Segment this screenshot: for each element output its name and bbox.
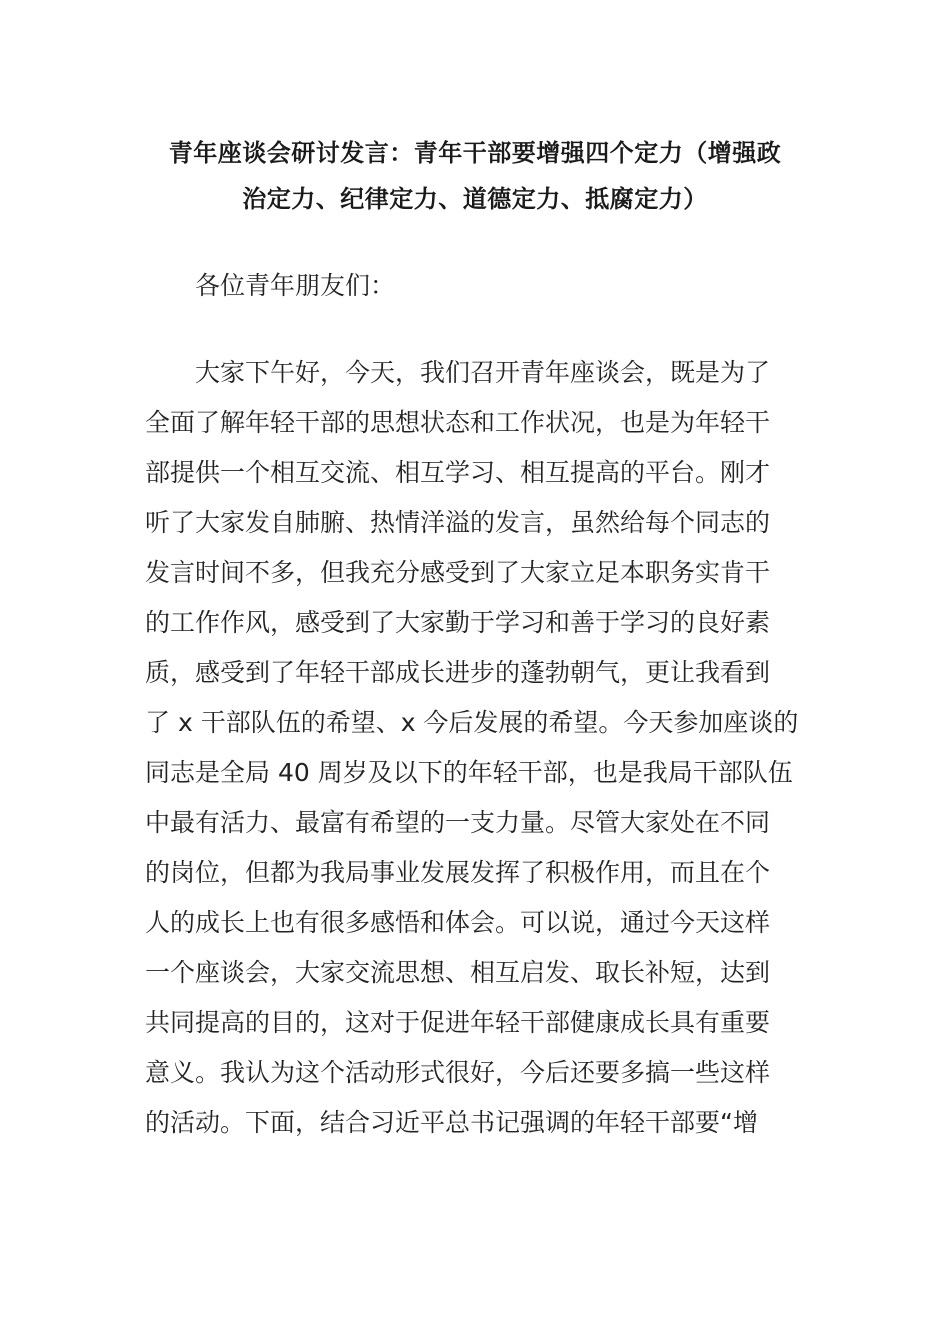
paragraph-line: 同志是全局 40 周岁及以下的年轻干部，也是我局干部队伍	[145, 758, 793, 787]
paragraph-line: 了 x 干部队伍的希望、x 今后发展的希望。今天参加座谈的	[145, 708, 799, 737]
document-title	[145, 130, 805, 222]
paragraph-line: 部提供一个相互交流、相互学习、相互提高的平台。刚才	[145, 458, 771, 487]
paragraph-line: 的活动。下面，结合习近平总书记强调的年轻干部要“增	[145, 1108, 758, 1137]
paragraph-line: 发言时间不多，但我充分感受到了大家立足本职务实肯干	[145, 558, 771, 587]
title-line: 青年座谈会研讨发言：青年干部要增强四个定力（增强政	[168, 139, 782, 167]
paragraph-line: 共同提高的目的，这对于促进年轻干部健康成长具有重要	[145, 1008, 771, 1037]
title-line: 治定力、纪律定力、道德定力、抵腐定力）	[242, 185, 708, 213]
paragraph-line: 的工作作风，感受到了大家勤于学习和善于学习的良好素	[145, 608, 771, 637]
paragraph-line: 大家下午好，今天，我们召开青年座谈会，既是为了	[195, 358, 771, 387]
paragraph-line: 中最有活力、最富有希望的一支力量。尽管大家处在不同	[145, 808, 771, 837]
paragraph-line: 质，感受到了年轻干部成长进步的蓬勃朝气，更让我看到	[145, 658, 771, 687]
paragraph-line: 意义。我认为这个活动形式很好，今后还要多搞一些这样	[145, 1058, 771, 1087]
paragraph-line: 听了大家发自肺腑、热情洋溢的发言，虽然给每个同志的	[145, 508, 771, 537]
body-paragraph	[145, 348, 815, 1148]
paragraph-line: 的岗位，但都为我局事业发展发挥了积极作用，而且在个	[145, 858, 771, 887]
paragraph-line: 一个座谈会，大家交流思想、相互启发、取长补短，达到	[145, 958, 771, 987]
paragraph-line: 全面了解年轻干部的思想状态和工作状况，也是为年轻干	[145, 408, 771, 437]
salutation: 各位青年朋友们：	[195, 271, 396, 300]
paragraph-line: 人的成长上也有很多感悟和体会。可以说，通过今天这样	[145, 908, 771, 937]
